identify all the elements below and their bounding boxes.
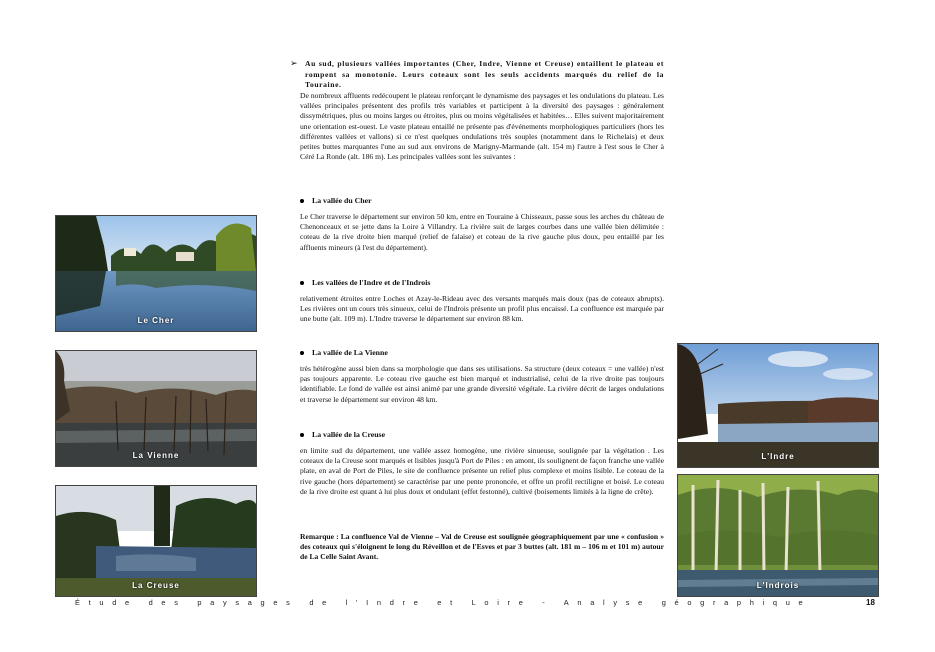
section-title: La vallée de la Creuse	[312, 430, 386, 439]
section-text-creuse: en limite sud du département, une vallée assez homogène, une rivière sinueuse, soulignée par la végétation . Les coteaux de la Creuse sont marqués et lisibles jusqu'à Port de Piles : en amont, ils soulignent de façon franche une vallée plate, en aval de Port de Piles, le site de confluence présente un relief plus complexe et moins lisible. Le coteau de la rive gauche (hors département) se caractérise par une pente prononcée, et offre un profil rectiligne et boisé. Le coteau de la rive droite est quant à lui plus doux et ondulant (effet festonné), cultivé (boisements limités à la ligne de crête).	[300, 446, 664, 496]
bullet-icon	[300, 433, 304, 437]
photo-caption: L'Indrois	[756, 581, 800, 590]
photo-caption: Le Cher	[137, 316, 175, 325]
intro-paragraph: De nombreux affluents redécoupent le plateau renforçant le dynamisme des paysages et les ondulations du plateau. Les vallées principales présentent des profils très variables et participent à la diversité des paysages : généralement dissymétriques, plus ou moins larges ou étroites, plus ou moins végétalisées et habitées… Elles suivent majoritairement une orientation est-ouest. Le vaste plateau entaillé ne présente pas d'événements morphologiques particuliers (hors les différentes vallées et vallons) si ce n'est quelques ondulations très souples (notamment dans le Richelais) et deux petites buttes marquantes l'une au sud aux environs de Marigny-Marmande (alt. 154 m) l'autre à l'est sous le Cher à Céré La Ronde (alt. 186 m). Les principales vallées sont les suivantes :	[300, 91, 664, 162]
section-title: La vallée du Cher	[312, 196, 372, 205]
section-text-indre: relativement étroites entre Loches et Azay-le-Rideau avec des versants marqués mais doux (pas de coteaux abrupts). Les rivières ont un cours très sinueux, celui de l'Indrois présente un profil plus encaissé. La confluence est marquée par une butte (alt. 109 m). L'Indre traverse le département sur environ 88 km.	[300, 294, 664, 324]
section-heading-indre	[300, 278, 430, 287]
photo-caption: L'Indre	[761, 452, 795, 461]
bullet-icon	[300, 351, 304, 355]
intro-heading: Au sud, plusieurs vallées importantes (Cher, Indre, Vienne et Creuse) entaillent le plateau et rompent sa monotonie. Leurs coteaux sont les seuls accidents marqués du relief de la Touraine.	[305, 59, 664, 89]
section-title: Les vallées de l'Indre et de l'Indrois	[312, 278, 431, 287]
photo-la-creuse	[55, 485, 257, 597]
page-number: 18	[866, 598, 875, 607]
photo-caption: La Creuse	[132, 581, 180, 590]
photo-l-indre	[677, 343, 879, 468]
photo-la-vienne	[55, 350, 257, 467]
section-heading-cher	[300, 196, 372, 205]
section-heading-vienne	[300, 348, 388, 357]
section-text-vienne: très hétérogène aussi bien dans sa morphologie que dans ses utilisations. Sa structure (deux coteaux = une vallée) n'est pas toujours apparente. Le coteau rive gauche est bien marqué et industrialisé, celui de la rive droite pas toujours identifiable. Le fond de vallée est ainsi animé par une grande diversité végétale. La rivière décrit de larges ondulations et traverse le département sur environ 48 km.	[300, 364, 664, 404]
bullet-icon	[300, 281, 304, 285]
photo-l-indrois	[677, 474, 879, 597]
footer-title: Étude des paysages de l'Indre et Loire - Analyse géographique	[75, 598, 812, 607]
arrow-icon: ➢	[290, 58, 298, 68]
bullet-icon	[300, 199, 304, 203]
section-title: La vallée de La Vienne	[312, 348, 388, 357]
section-heading-creuse	[300, 430, 385, 439]
photo-le-cher	[55, 215, 257, 332]
section-text-cher: Le Cher traverse le département sur environ 50 km, entre en Touraine à Chisseaux, passe sous les arches du château de Chenonceaux et se jette dans la Loire à Villandry. La rivière suit de larges courbes dans une vallée bien délimitée : coteau de la rive droite bien marqué (relief de falaise) et coteau de la rive gauche plus doux, peu entaillé par les affluents mineurs (à l'est du département).	[300, 212, 664, 252]
photo-caption: La Vienne	[132, 451, 180, 460]
remark-paragraph: Remarque : La confluence Val de Vienne – Val de Creuse est soulignée géographiquement par une « confusion » des coteaux qui s'éloignent le long du Réveillon et de l'Esves et par 3 buttes (alt. 181 m – 106 m et 101 m) autour de La Celle Saint Avant.	[300, 532, 664, 562]
